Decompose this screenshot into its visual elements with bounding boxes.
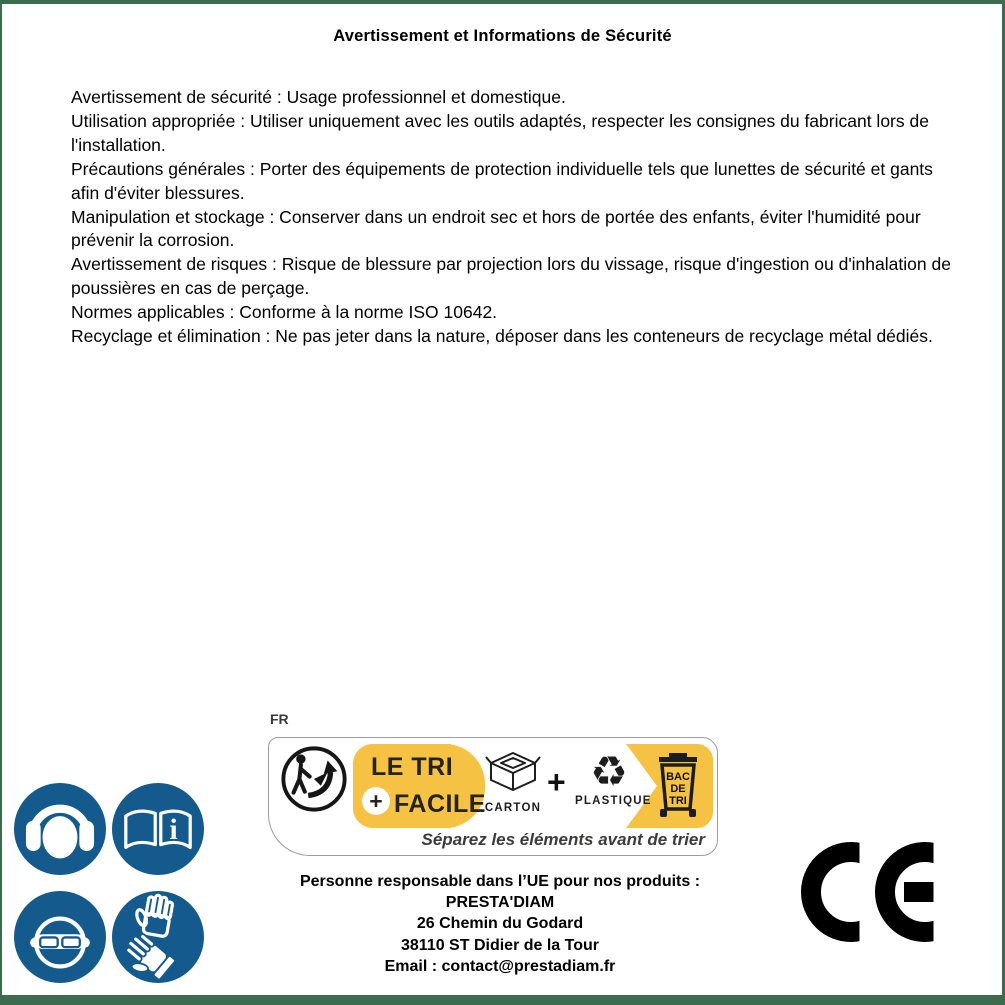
safety-paragraph: Manipulation et stockage : Conserver dans un endroit sec et hors de portée des enfants, éviter l'humidité pour prévenir la corrosion. — [71, 206, 921, 251]
safety-paragraph: Recyclage et élimination : Ne pas jeter dans la nature, déposer dans les conteneurs de recyclage métal dédiés. — [71, 326, 933, 347]
plus-circle-icon: + — [362, 787, 390, 815]
tri-facile-headline — [353, 744, 485, 828]
address-city: 38110 ST Didier de la Tour — [401, 936, 599, 954]
page-border-bottom — [0, 995, 1005, 1005]
bin-text-bac: BAC — [666, 771, 690, 783]
contact-email: Email : contact@prestadiam.fr — [384, 957, 616, 975]
carton-box-icon — [485, 750, 541, 796]
recycling-yellow-band — [353, 744, 713, 828]
page-title: Avertissement et Informations de Sécurité — [333, 27, 672, 45]
wear-eye-protection-icon — [14, 891, 106, 983]
safety-paragraph: Précautions générales : Porter des équipements de protection individuelle tels que lunettes de sécurité et gants afin d'éviter blessures. — [71, 158, 933, 203]
safety-text-block — [71, 86, 953, 349]
bin-text-tri: TRI — [669, 795, 687, 807]
material-carton — [479, 750, 547, 814]
material-label-plastique: PLASTIQUE — [575, 795, 652, 807]
country-code-label: FR — [270, 711, 289, 727]
info-glyph: i — [169, 814, 178, 847]
responsible-intro: Personne responsable dans l’UE pour nos produits : — [299, 873, 701, 890]
recycling-info-label — [268, 737, 718, 856]
responsible-person-block — [230, 871, 770, 977]
materials-plus-sign: + — [547, 764, 566, 800]
material-plastique — [575, 748, 652, 807]
safety-paragraph: Normes applicables : Conforme à la norme ISO 10642. — [71, 302, 498, 323]
headline-le-tri: LE TRI — [371, 753, 454, 781]
ce-mark-icon — [801, 842, 937, 942]
bin-text-de: DE — [670, 783, 686, 795]
read-manual-icon — [112, 783, 204, 875]
triman-icon — [279, 744, 349, 814]
page-border-top — [0, 0, 1005, 4]
page-border-left — [0, 0, 2, 1005]
address-street: 26 Chemin du Godard — [416, 915, 584, 933]
safety-paragraph: Avertissement de sécurité : Usage professionnel et domestique. — [71, 87, 566, 107]
ppe-pictogram-grid — [14, 783, 204, 983]
bac-de-tri-bin-icon — [653, 751, 703, 821]
wear-ear-protection-icon — [14, 783, 106, 875]
safety-paragraph: Avertissement de risques : Risque de blessure par projection lors du vissage, risque d'ingestion ou d'inhalation de poussières en cas de perçage. — [71, 254, 951, 299]
company-name: PRESTA'DIAM — [445, 894, 555, 912]
recycling-triangle-icon: ♻ — [590, 748, 628, 795]
headline-facile: FACILE — [394, 790, 486, 818]
wear-protective-gloves-icon — [112, 891, 204, 983]
recycling-footer-text: Séparez les éléments avant de trier — [421, 830, 705, 849]
material-label-carton: CARTON — [484, 802, 542, 814]
safety-paragraph: Utilisation appropriée : Utiliser uniquement avec les outils adaptés, respecter les consignes du fabricant lors de l'installation. — [71, 110, 929, 155]
